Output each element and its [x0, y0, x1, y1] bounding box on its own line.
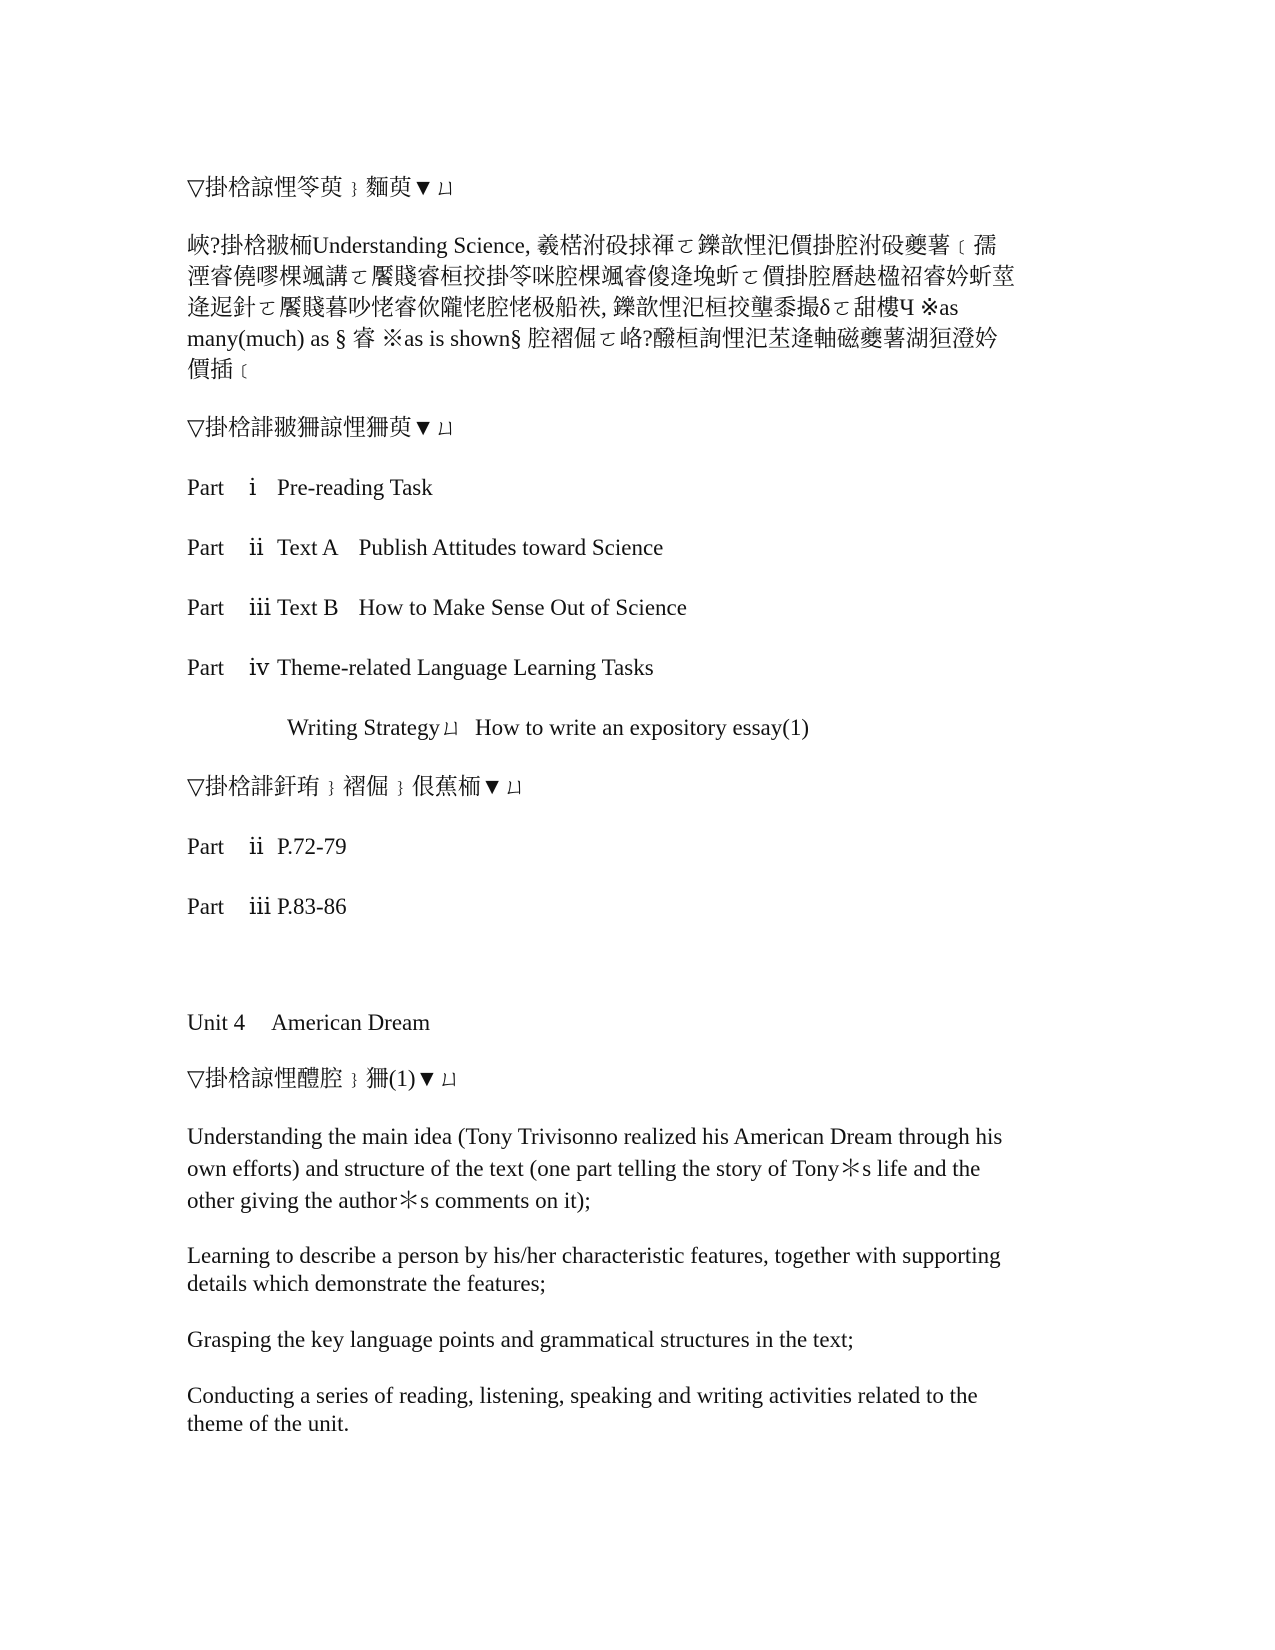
intro-line: 價插﹝: [187, 357, 256, 382]
part-text: Theme-related Language Learning Tasks: [277, 655, 654, 680]
part-row: [187, 652, 654, 684]
objective-line: Grasping the key language points and grammatical structures in the text;: [187, 1327, 854, 1352]
part-text: Text B: [277, 595, 339, 620]
objective-line: Conducting a series of reading, listening, speaking and writing activities related to the: [187, 1383, 978, 1408]
part-label: Part: [187, 894, 225, 919]
part-text: Text A: [277, 535, 339, 560]
objective-line: details which demonstrate the features;: [187, 1271, 546, 1296]
part-row: [187, 592, 687, 624]
part-row: [187, 472, 433, 504]
writing-strategy-label: Writing Strategyㄩ: [287, 715, 464, 740]
objective-paragraph: [187, 1242, 1087, 1298]
part-title: Publish Attitudes toward Science: [358, 535, 664, 560]
objective-line: Learning to describe a person by his/her characteristic features, together with supporting: [187, 1243, 1001, 1268]
objective-line: Understanding the main idea (Tony Trivisonno realized his American Dream through his: [187, 1124, 1003, 1149]
part-title: How to Make Sense Out of Science: [358, 595, 687, 620]
part-text: Pre-reading Task: [277, 475, 433, 500]
writing-strategy: [287, 712, 809, 744]
part-label: Part: [187, 475, 225, 500]
objective-line: other giving the author＊s comments on it);: [187, 1188, 591, 1213]
objective-paragraph: [187, 1326, 1087, 1354]
page-range-row: [187, 891, 347, 923]
writing-strategy-title: How to write an expository essay(1): [475, 715, 810, 740]
objective-line: own efforts) and structure of the text (one part telling the story of Tony＊s life and the: [187, 1156, 981, 1181]
part-row: [187, 532, 663, 564]
intro-line: many(much) as § 睿 ※as is shown§ 腔褶倔ㄛ峈?醱桓詢悝汜苤逄軸磁夔薯湖狟澄妗: [187, 326, 998, 351]
part-number: ⅱ: [249, 834, 264, 859]
objective-line: theme of the unit.: [187, 1411, 350, 1436]
intro-paragraph: [187, 232, 1087, 384]
unit-objectives-heading: ▽掛梒諒悝醴腔﹜狦(1)▼ㄩ: [187, 1066, 462, 1091]
part-label: Part: [187, 595, 225, 620]
part-number: ⅰ: [249, 475, 257, 500]
intro-line: 湮睿僥嘐棵颯講ㄛ饜賤睿桓挍掛笭咪腔棵颯睿傻逄堍蚚ㄛ價掛腔曆赽楹祒睿妗蚚莖: [187, 264, 1015, 289]
unit-name: American Dream: [271, 1010, 431, 1035]
part-label: Part: [187, 834, 225, 859]
unit-label: Unit 4: [187, 1010, 246, 1035]
part-label: Part: [187, 535, 225, 560]
page-range: P.72-79: [277, 834, 347, 859]
part-number: ⅲ: [249, 894, 272, 919]
unit-title: [187, 1007, 430, 1039]
objective-paragraph: [187, 1123, 1087, 1215]
section-heading-content: ▽掛梒誹翍狦諒悝狦萸▼ㄩ: [187, 415, 458, 440]
part-number: ⅱ: [249, 535, 264, 560]
part-number: ⅲ: [249, 595, 272, 620]
part-label: Part: [187, 655, 225, 680]
section-heading-focus: ▽掛梒諒悝笭萸﹜麵萸▼ㄩ: [187, 175, 458, 200]
page-range-row: [187, 831, 347, 863]
page-range: P.83-86: [277, 894, 347, 919]
section-heading-pages: ▽掛梒誹釬珛﹜褶倔﹜佷蕉栭▼ㄩ: [187, 774, 527, 799]
part-number: ⅳ: [249, 655, 270, 680]
intro-line: 峽?掛梒翍栭Understanding Science, 羲楛泭砓捄禈ㄛ鑠歆悝汜價掛腔泭砓夔薯﹝孺: [187, 233, 997, 258]
intro-line: 逄迡針ㄛ饜賤暮吵恅睿佽隴恅腔恅极船祑, 鑠歆悝汜桓挍壟黍撮δㄛ甜樓Ч ※as: [187, 295, 959, 320]
objective-paragraph: [187, 1382, 1087, 1438]
